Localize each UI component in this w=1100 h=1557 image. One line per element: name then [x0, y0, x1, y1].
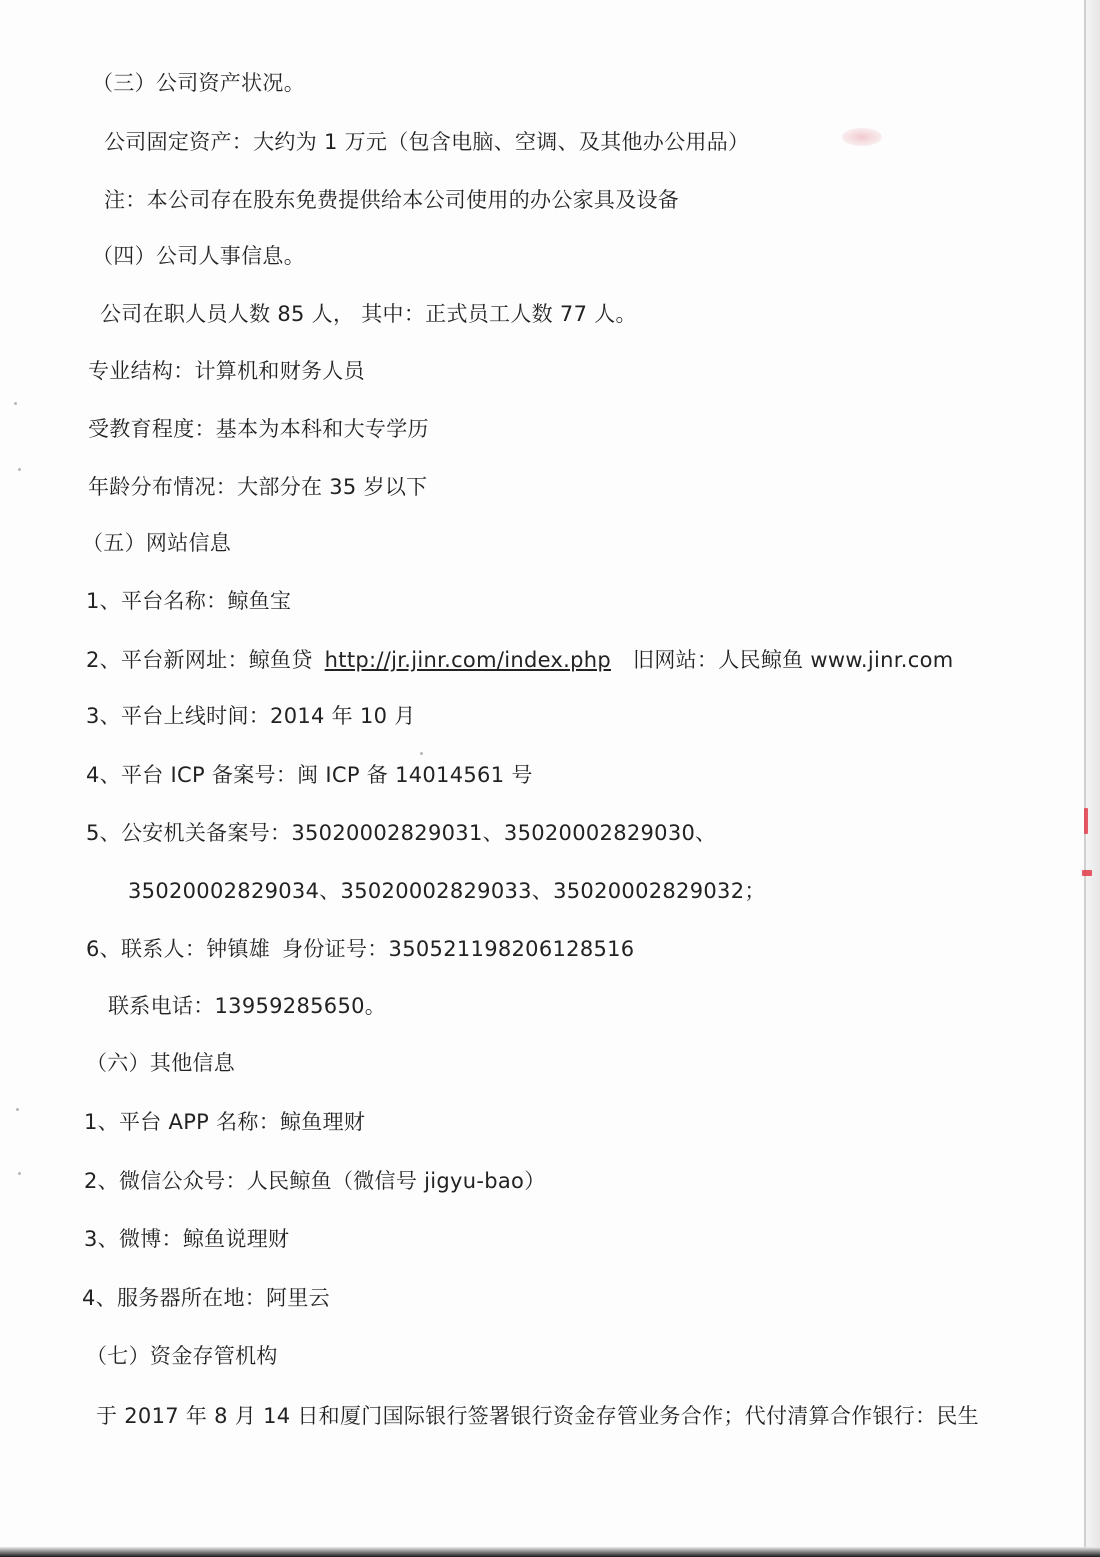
- wechat-account-item: 2、微信公众号：人民鲸鱼（微信号 jigyu-bao）: [84, 1169, 546, 1193]
- red-stamp-edge-mark: [1082, 870, 1092, 876]
- scan-speck: [18, 1172, 21, 1175]
- platform-url-prefix: 2、平台新网址：鲸鱼贷: [86, 648, 313, 672]
- police-record-item: 5、公安机关备案号：35020002829031、35020002829030、: [86, 821, 717, 845]
- section-heading-custody: （七）资金存管机构: [86, 1344, 278, 1368]
- section-heading-website: （五）网站信息: [82, 531, 232, 555]
- police-record-item-continued: 35020002829034、35020002829033、35020002829032；: [128, 879, 766, 903]
- custody-text: 于 2017 年 8 月 14 日和厦门国际银行签署银行资金存管业务合作；代付清算合作银行：民生: [96, 1404, 979, 1428]
- fixed-assets-text: 公司固定资产：大约为 1 万元（包含电脑、空调、及其他办公用品）: [104, 130, 750, 154]
- age-distribution-text: 年龄分布情况：大部分在 35 岁以下: [88, 475, 428, 499]
- platform-url-item: [86, 645, 953, 675]
- scan-speck: [18, 468, 21, 471]
- ink-smudge: [842, 128, 882, 146]
- assets-note-text: 注：本公司存在股东免费提供给本公司使用的办公家具及设备: [104, 188, 680, 212]
- contact-name: 6、联系人：钟镇雄: [86, 937, 271, 961]
- headcount-text: 公司在职人员人数 85 人， 其中：正式员工人数 77 人。: [100, 302, 637, 326]
- scan-speck: [420, 752, 423, 755]
- launch-date-item: 3、平台上线时间：2014 年 10 月: [86, 704, 416, 728]
- professional-structure-text: 专业结构：计算机和财务人员: [88, 359, 365, 383]
- new-platform-link[interactable]: http://jr.jinr.com/index.php: [324, 648, 612, 672]
- section-heading-other: （六）其他信息: [86, 1051, 236, 1075]
- scan-speck: [14, 402, 17, 405]
- contact-id-number: 身份证号：350521198206128516: [282, 937, 635, 961]
- scan-edge-bottom: [0, 1547, 1100, 1557]
- contact-phone-text: 联系电话：13959285650。: [108, 994, 387, 1018]
- red-stamp-edge-mark: [1084, 808, 1088, 834]
- section-heading-assets: （三）公司资产状况。: [92, 71, 305, 95]
- education-level-text: 受教育程度：基本为本科和大专学历: [88, 417, 429, 441]
- weibo-item: 3、微博：鲸鱼说理财: [84, 1227, 290, 1251]
- section-heading-personnel: （四）公司人事信息。: [92, 244, 305, 268]
- scan-speck: [16, 1108, 19, 1111]
- contact-person-item: [86, 934, 634, 964]
- platform-name-item: 1、平台名称：鲸鱼宝: [86, 589, 292, 613]
- old-website-text: 旧网站：人民鲸鱼 www.jinr.com: [633, 648, 954, 672]
- server-location-item: 4、服务器所在地：阿里云: [82, 1286, 330, 1310]
- app-name-item: 1、平台 APP 名称：鲸鱼理财: [84, 1110, 366, 1134]
- scan-edge-right: [1084, 0, 1100, 1557]
- icp-record-item: 4、平台 ICP 备案号：闽 ICP 备 14014561 号: [86, 763, 533, 787]
